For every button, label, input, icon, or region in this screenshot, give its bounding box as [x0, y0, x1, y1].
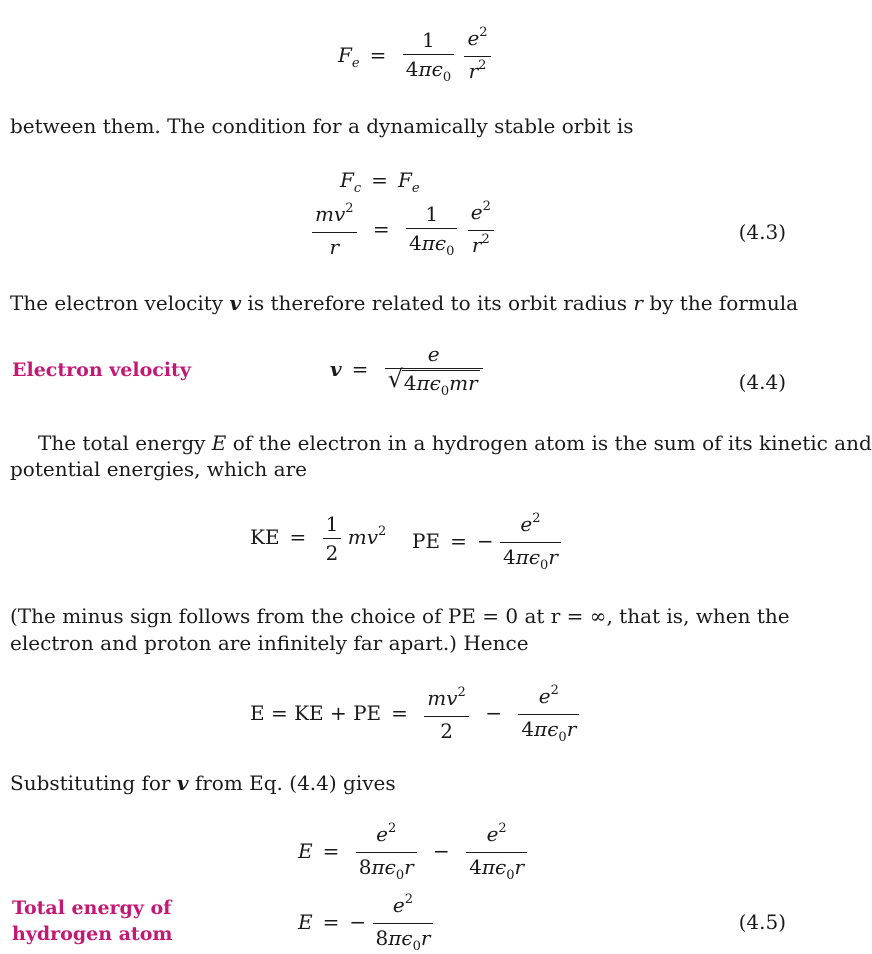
equation-kinetic-energy: KE = $\frac{1}{2}$ $mv^2$ [250, 512, 387, 565]
paragraph-minus-sign-line-1: (The minus sign follows from the choice of PE = 0 at r = ∞, that is, when the [10, 604, 790, 628]
paragraph-total-energy-line-2: potential energies, which are [10, 457, 307, 481]
paragraph-stable-orbit: between them. The condition for a dynamically stable orbit is [10, 114, 634, 138]
equation-energy-substituted: E = $\frac{e^2}{8\pi\epsilon_0r}$ − $\frac{e^2}{4\pi\epsilon_0r}$ [298, 822, 527, 883]
energy-symbol: E [211, 431, 227, 455]
paragraph-substituting [10, 770, 396, 796]
equation-total-energy-sum: E = KE + PE = $\frac{mv^2}{2}$ − $\frac{e^2}{4\pi\epsilon_0r}$ [250, 684, 579, 745]
equation-force-balance: $F_c = F_e$ [340, 168, 420, 196]
text-segment: is therefore related to its orbit radius [241, 291, 634, 315]
text-segment: of the electron in a hydrogen atom is the sum of its kinetic and [226, 431, 872, 455]
paragraph-velocity-intro [10, 290, 798, 316]
text-segment: The electron velocity [10, 291, 230, 315]
equation-4-5: E = − $\frac{e^2}{8\pi\epsilon_0r}$ [298, 893, 433, 954]
text-segment: from Eq. (4.4) gives [188, 771, 396, 795]
margin-note-electron-velocity: Electron velocity [12, 359, 191, 381]
margin-note-line: hydrogen atom [12, 923, 173, 945]
equation-coulomb-force: $F_e$ = $\frac{1}{4\pi\epsilon_0}$ $\frac{e^2}{r^2}$ [338, 26, 491, 87]
velocity-symbol: v [229, 291, 242, 315]
text-segment: by the formula [642, 291, 799, 315]
equation-4-3: $\frac{mv^2}{r}$ = $\frac{1}{4\pi\epsilon_0}$ $\frac{e^2}{r^2}$ [312, 200, 494, 261]
paragraph-minus-sign-line-2: electron and proton are infinitely far apart.) Hence [10, 631, 529, 655]
velocity-symbol: v [176, 771, 189, 795]
text-segment: The total energy [38, 431, 212, 455]
equation-number-4-5: (4.5) [738, 910, 786, 934]
margin-note-line: Total energy of [12, 897, 172, 919]
radius-symbol: r [633, 291, 643, 315]
paragraph-total-energy-line-1 [38, 430, 872, 456]
equation-number-4-3: (4.3) [738, 220, 786, 244]
equation-4-4: v = e √ $4\pi\epsilon_0mr$ [330, 342, 483, 399]
equation-potential-energy: PE = − $\frac{e^2}{4\pi\epsilon_0r}$ [412, 512, 561, 573]
margin-note-total-energy [12, 895, 173, 947]
text-segment: Substituting for [10, 771, 177, 795]
equation-number-4-4: (4.4) [738, 370, 786, 394]
